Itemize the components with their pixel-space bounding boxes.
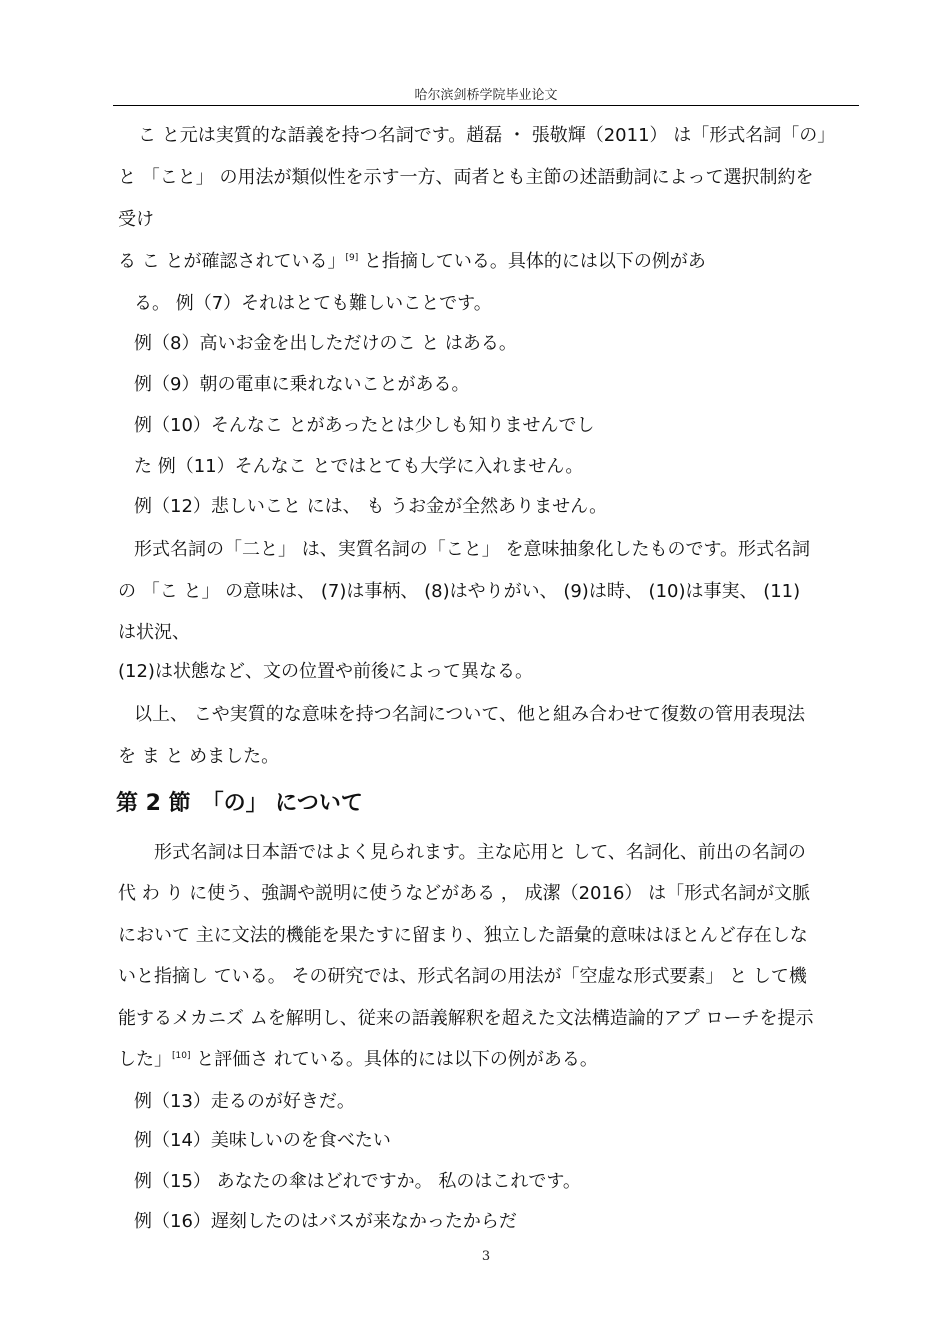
text-line: は状況、 — [118, 622, 190, 643]
text-line: 能するメカニズ ムを解明し、従来の語義解釈を超えた文法構造論的アプ ローチを提示 — [118, 1008, 814, 1029]
text-line: る。 例（7）それはとても難しいことです。 — [134, 293, 492, 314]
example-line: 例（15） あなたの傘はどれですか。 私のはこれです。 — [134, 1171, 581, 1192]
text-fragment: した」 — [118, 1049, 172, 1070]
text-line: 形式名詞の「二と」 は、実質名詞の「こと」 を意味抽象化したものです。形式名詞 — [134, 539, 810, 560]
text-line — [118, 1048, 859, 1072]
example-line: 例（10）そんなこ とがあったとは少しも知りませんでし — [134, 415, 595, 436]
example-line: 例（16）遅刻したのはバスが来なかったからだ — [134, 1211, 517, 1232]
citation-9: [9] — [345, 253, 359, 263]
text-fragment: る こ とが確認されている」 — [118, 251, 346, 272]
text-line: 受け — [118, 209, 154, 230]
text-line: こ と元は実質的な語義を持つ名詞です。趙磊 ・ 張敬輝（2011） は「形式名詞「の」 — [138, 125, 836, 146]
text-line: 以上、 こや実質的な意味を持つ名詞について、他と組み合わせて復数の管用表現法 — [134, 704, 805, 725]
running-header: 哈尔滨剑桥学院毕业论文 — [414, 88, 558, 103]
text-line: (12)は状態など、文の位置や前後によって異なる。 — [118, 661, 533, 682]
text-line: の 「こ と」 の意味は、 (7)は事柄、 (8)はやりがい、 (9)は時、 (10)は事実、 (11) — [118, 581, 801, 602]
text-line: において 主に文法的機能を果たすに留まり、独立した語彙的意味はほとんど存在しな — [118, 925, 808, 946]
text-line: と 「こと」 の用法が類似性を示す一方、両者とも主節の述語動詞によって選択制約を — [118, 167, 814, 188]
page-number: 3 — [481, 1249, 491, 1264]
text-line: を ま と めました。 — [118, 746, 280, 767]
example-line: 例（8）高いお金を出しただけのこ と はある。 — [134, 333, 517, 354]
text-line: 代 わ り に使う、強調や説明に使うなどがある ， 成潔（2016） は「形式名詞が文脈 — [118, 883, 811, 904]
example-line: 例（12）悲しいこと には、 も うお金が全然ありません。 — [134, 496, 608, 517]
text-fragment: と評価さ れている。具体的には以下の例がある。 — [190, 1049, 598, 1070]
section-heading: 第 2 節 「の」 について — [116, 791, 363, 816]
example-line: た 例（11）そんなこ とではとても大学に入れません。 — [134, 456, 584, 477]
example-line: 例（9）朝の電車に乗れないことがある。 — [134, 374, 470, 395]
example-line: 例（14）美味しいのを食べたい — [134, 1130, 391, 1151]
example-line: 例（13）走るのが好きだ。 — [134, 1091, 355, 1112]
text-fragment: と指摘している。具体的には以下の例があ — [358, 251, 706, 272]
text-line: いと指摘し ている。 その研究では、形式名詞の用法が「空虚な形式要素」 と して機 — [118, 966, 807, 987]
text-line: 形式名詞は日本語ではよく見られます。主な応用と して、名詞化、前出の名詞の — [154, 842, 806, 863]
header-rule — [113, 105, 859, 106]
text-line — [118, 250, 859, 274]
citation-10: [10] — [172, 1051, 191, 1061]
